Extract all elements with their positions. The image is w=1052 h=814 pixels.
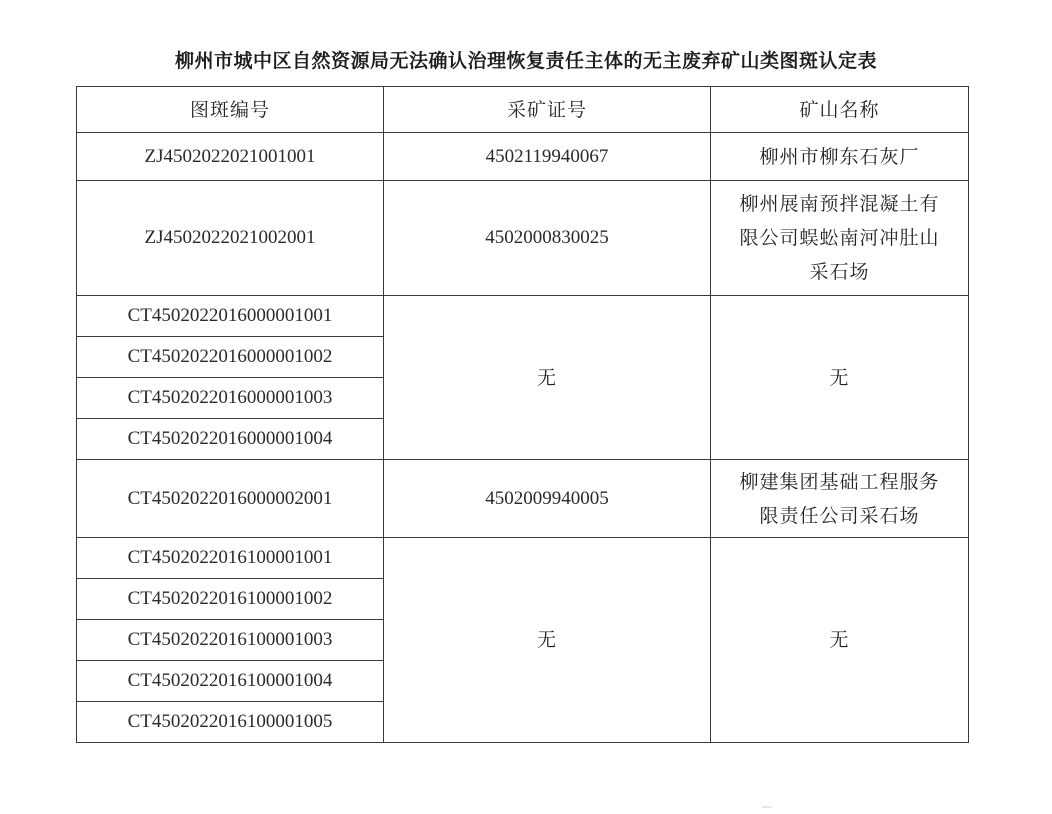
mine-name-cell — [711, 538, 969, 743]
header-license-no: 采矿证号 — [384, 87, 711, 133]
header-patch-id: 图斑编号 — [77, 87, 384, 133]
patch-id-cell: CT4502022016100001004 — [77, 661, 384, 702]
patch-id-cell: CT4502022016100001005 — [77, 702, 384, 743]
license-no-cell: 无 — [384, 538, 711, 743]
patch-id-cell: CT4502022016100001001 — [77, 538, 384, 579]
mine-name-line: 无 — [829, 366, 850, 389]
table-row — [77, 133, 969, 181]
mine-name-line: 无 — [829, 629, 850, 651]
table-row — [77, 296, 969, 337]
patch-id-cell: CT4502022016000002001 — [77, 460, 384, 538]
mine-patch-table — [76, 86, 969, 743]
license-no-cell: 4502009940005 — [384, 460, 711, 538]
patch-id-cell: CT4502022016000001002 — [77, 337, 384, 378]
mine-name-line: 柳州市柳东石灰厂 — [759, 145, 920, 168]
mine-name-line: 限公司蜈蚣南河冲肚山 — [739, 227, 940, 249]
document-title: 柳州市城中区自然资源局无法确认治理恢复责任主体的无主废弃矿山类图斑认定表 — [174, 50, 877, 72]
mine-name-cell — [711, 460, 969, 538]
table-row — [77, 460, 969, 538]
mine-name-line: 限责任公司采石场 — [759, 504, 920, 527]
patch-id-cell: CT4502022016100001003 — [77, 620, 384, 661]
license-no-cell: 无 — [384, 296, 711, 460]
mine-name-cell — [711, 133, 969, 181]
patch-id-cell: ZJ4502022021001001 — [77, 133, 384, 181]
mine-name-line: 柳州展南预拌混凝土有 — [739, 193, 940, 215]
mine-name-line: 采石场 — [809, 261, 870, 283]
mine-name-cell — [711, 181, 969, 296]
patch-id-cell: CT4502022016000001001 — [77, 296, 384, 337]
mine-name-cell — [711, 296, 969, 460]
patch-id-cell: ZJ4502022021002001 — [77, 181, 384, 296]
mine-name-line: 柳建集团基础工程服务 — [739, 470, 940, 493]
patch-id-cell: CT4502022016000001004 — [77, 419, 384, 460]
table-row — [77, 181, 969, 296]
license-no-cell: 4502000830025 — [384, 181, 711, 296]
header-mine-name: 矿山名称 — [711, 87, 969, 133]
patch-id-cell: CT4502022016100001002 — [77, 579, 384, 620]
table-row — [77, 538, 969, 579]
scan-mark — [762, 806, 772, 808]
license-no-cell: 4502119940067 — [384, 133, 711, 181]
header-row — [77, 87, 969, 133]
patch-id-cell: CT4502022016000001003 — [77, 378, 384, 419]
